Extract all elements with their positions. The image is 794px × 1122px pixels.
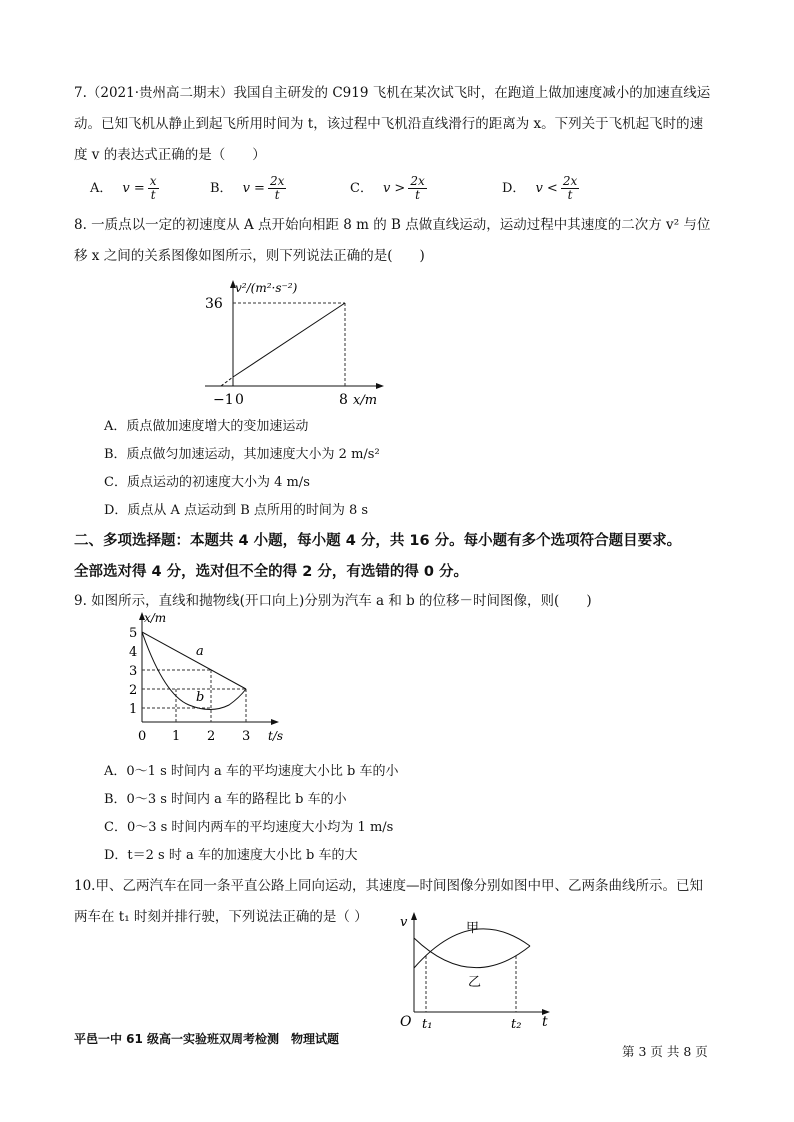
graph-line-dash: [221, 377, 233, 386]
fraction-numerator: 2x: [410, 174, 425, 188]
graph8-tick-neg1: −1: [213, 392, 234, 408]
graph8-tick-36: 36: [205, 296, 223, 312]
axis-x-arrow: [376, 383, 384, 389]
graph9-xtick-0: 0: [138, 729, 147, 744]
q9-option-c: C．0～3 s 时间内两车的平均速度大小均为 1 m/s: [104, 820, 394, 835]
axis-y-arrow: [411, 912, 417, 920]
q7-line3: 度 v 的表达式正确的是（ ）: [74, 147, 266, 163]
graph9-label-a: a: [196, 644, 204, 659]
q7-text: [74, 78, 734, 171]
graph8-tick-0: 0: [235, 392, 244, 408]
q7-option-c: [350, 175, 427, 202]
fraction-denominator: t: [567, 188, 573, 202]
q7-option-b: [210, 175, 286, 202]
graph-q8: [195, 278, 415, 413]
graph9-ytick-1: 1: [129, 702, 138, 717]
q7-option-fraction: [561, 175, 579, 202]
curve-b: [142, 632, 246, 710]
graph8-tick-8: 8: [339, 392, 348, 408]
graph9-ytick-5: 5: [129, 626, 138, 641]
q7-option-d: [502, 175, 579, 202]
q7-option-lhs: v >: [382, 181, 406, 196]
q8-option-c: C．质点运动的初速度大小为 4 m/s: [104, 475, 310, 490]
q10-line2: 两车在 t₁ 时刻并排行驶，下列说法正确的是（ ）: [74, 909, 368, 925]
q9-option-b: B．0～3 s 时间内 a 车的路程比 b 车的小: [104, 792, 347, 807]
q7-option-lhs: v =: [122, 181, 145, 196]
graph10-t2: t₂: [511, 1017, 522, 1032]
graph10-label-jia: 甲: [466, 921, 480, 936]
q7-line1: 7.（2021·贵州高二期末）我国自主研发的 C919 飞机在某次试飞时，在跑道上做加速度减小的加速直线运: [74, 85, 711, 101]
q9-line1: 9. 如图所示，直线和抛物线(开口向上)分别为汽车 a 和 b 的位移－时间图像，则( ): [74, 593, 592, 609]
q7-option-label: C．: [350, 181, 373, 196]
q7-option-fraction: [268, 175, 286, 202]
q7-line2: 动。已知飞机从静止到起飞所用时间为 t，该过程中飞机沿直线滑行的距离为 x。下列关于飞机起飞时的速: [74, 116, 704, 132]
fraction-denominator: t: [415, 188, 420, 202]
graph-q9: [124, 610, 304, 745]
section2-line1: 二、多项选择题：本题共 4 小题，每小题 4 分，共 16 分。每小题有多个选项符合题目要求。: [74, 533, 682, 549]
q8-line1: 8. 一质点以一定的初速度从 A 点开始向相距 8 m 的 B 点做直线运动，运动过程中其速度的二次方 v² 与位: [74, 217, 711, 233]
graph9-ytick-3: 3: [129, 664, 138, 679]
curve-yi: [414, 938, 530, 968]
graph10-xlabel: t: [542, 1014, 548, 1030]
fraction-numerator: 2x: [562, 174, 578, 188]
q8-option-a: A．质点做加速度增大的变加速运动: [104, 419, 309, 434]
graph9-ytick-2: 2: [129, 683, 138, 698]
q7-option-label: A．: [90, 181, 113, 196]
graph9-ytick-4: 4: [129, 645, 138, 660]
graph9-ylabel: x/m: [144, 611, 167, 625]
graph8-ylabel: v²/(m²·s⁻²): [235, 281, 298, 295]
footer-left: 平邑一中 61 级高一实验班双周考检测 物理试题: [74, 1032, 340, 1046]
q8-text: [74, 210, 734, 272]
fraction-numerator: x: [149, 174, 157, 188]
q8-option-d: D．质点从 A 点运动到 B 点所用的时间为 8 s: [104, 503, 369, 518]
q9-options: [104, 758, 764, 870]
q7-option-fraction: [148, 175, 159, 202]
graph9-xtick-3: 3: [242, 729, 251, 744]
q7-option-lhs: v <: [535, 181, 558, 196]
graph10-label-yi: 乙: [468, 975, 482, 990]
fraction-denominator: t: [274, 188, 280, 202]
axis-x-arrow: [271, 719, 279, 725]
q7-option-label: D．: [502, 181, 526, 196]
fraction-numerator: 2x: [269, 174, 285, 188]
graph9-xtick-1: 1: [172, 729, 181, 744]
fraction-denominator: t: [150, 188, 156, 202]
line-a: [142, 632, 246, 689]
q9-option-a: A．0～1 s 时间内 a 车的平均速度大小比 b 车的小: [104, 764, 399, 779]
graph-line: [233, 303, 345, 377]
footer-page-number: 第 3 页 共 8 页: [622, 1044, 708, 1059]
graph8-xlabel: x/m: [353, 393, 378, 408]
graph10-t1: t₁: [422, 1017, 433, 1032]
section2-heading: [74, 526, 774, 588]
graph9-xlabel: t/s: [268, 729, 284, 743]
q8-line2: 移 x 之间的关系图像如图所示，则下列说法正确的是( ): [74, 248, 425, 264]
graph10-origin: O: [400, 1014, 412, 1030]
q7-option-a: [90, 175, 159, 202]
q8-option-b: B．质点做匀加速运动，其加速度大小为 2 m/s²: [104, 447, 380, 462]
graph9-label-b: b: [196, 690, 205, 705]
q7-option-fraction: [408, 175, 426, 202]
q10-line1: 10.甲、乙两汽车在同一条平直公路上同向运动，其速度—时间图像分别如图中甲、乙两条曲线所示。已知: [74, 878, 703, 894]
graph9-xtick-2: 2: [207, 729, 216, 744]
graph10-ylabel: v: [400, 915, 408, 930]
q8-options: [104, 413, 764, 525]
section2-line2: 全部选对得 4 分，选对但不全的得 2 分，有选错的得 0 分。: [74, 564, 469, 580]
q9-option-d: D．t＝2 s 时 a 车的加速度大小比 b 车的大: [104, 848, 358, 863]
q7-option-label: B．: [210, 181, 233, 196]
q7-option-lhs: v =: [242, 181, 265, 196]
graph-q10: [398, 908, 568, 1033]
